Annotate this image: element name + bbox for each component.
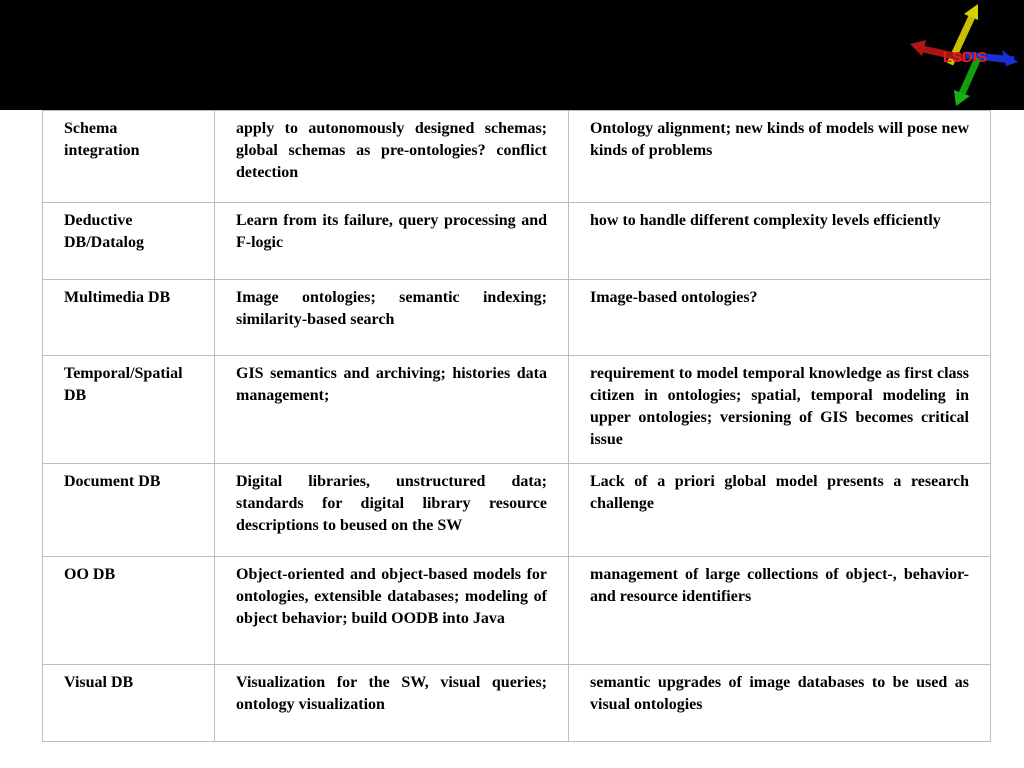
topic-cell: Visual DB: [43, 665, 215, 742]
contribution-cell: Learn from its failure, query processing and F-logic: [215, 203, 569, 280]
contribution-cell: apply to autonomously designed schemas; global schemas as pre-ontologies? conflict detection: [215, 111, 569, 203]
contribution-cell: Visualization for the SW, visual queries; ontology visualization: [215, 665, 569, 742]
contribution-cell: GIS semantics and archiving; histories data management;: [215, 356, 569, 464]
topic-cell: Document DB: [43, 464, 215, 557]
table-row: [43, 203, 991, 280]
challenge-cell: Ontology alignment; new kinds of models will pose new kinds of problems: [569, 111, 991, 203]
table-row: [43, 111, 991, 203]
table-row: [43, 464, 991, 557]
table-row: [43, 557, 991, 665]
logo-text: LSDIS: [942, 49, 988, 66]
table-row: [43, 356, 991, 464]
challenge-cell: how to handle different complexity levels efficiently: [569, 203, 991, 280]
challenge-cell: Lack of a priori global model presents a research challenge: [569, 464, 991, 557]
topic-cell: Multimedia DB: [43, 280, 215, 356]
comparison-table: [42, 110, 990, 742]
contribution-cell: Image ontologies; semantic indexing; similarity-based search: [215, 280, 569, 356]
header-band: [0, 0, 1024, 110]
table-row: [43, 280, 991, 356]
topic-cell: Temporal/Spatial DB: [43, 356, 215, 464]
topic-cell: OO DB: [43, 557, 215, 665]
contribution-cell: Digital libraries, unstructured data; standards for digital library resource descriptions to beused on the SW: [215, 464, 569, 557]
lsdis-logo: [906, 0, 1024, 110]
table-row: [43, 665, 991, 742]
challenge-cell: semantic upgrades of image databases to be used as visual ontologies: [569, 665, 991, 742]
topic-cell: Schema integration: [43, 111, 215, 203]
challenge-cell: Image-based ontologies?: [569, 280, 991, 356]
challenge-cell: management of large collections of object-, behavior- and resource identifiers: [569, 557, 991, 665]
challenge-cell: requirement to model temporal knowledge as first class citizen in ontologies; spatial, temporal modeling in upper ontologies; versioning of GIS becomes critical issue: [569, 356, 991, 464]
contribution-cell: Object-oriented and object-based models for ontologies, extensible databases; modeling of object behavior; build OODB into Java: [215, 557, 569, 665]
topic-cell: Deductive DB/Datalog: [43, 203, 215, 280]
